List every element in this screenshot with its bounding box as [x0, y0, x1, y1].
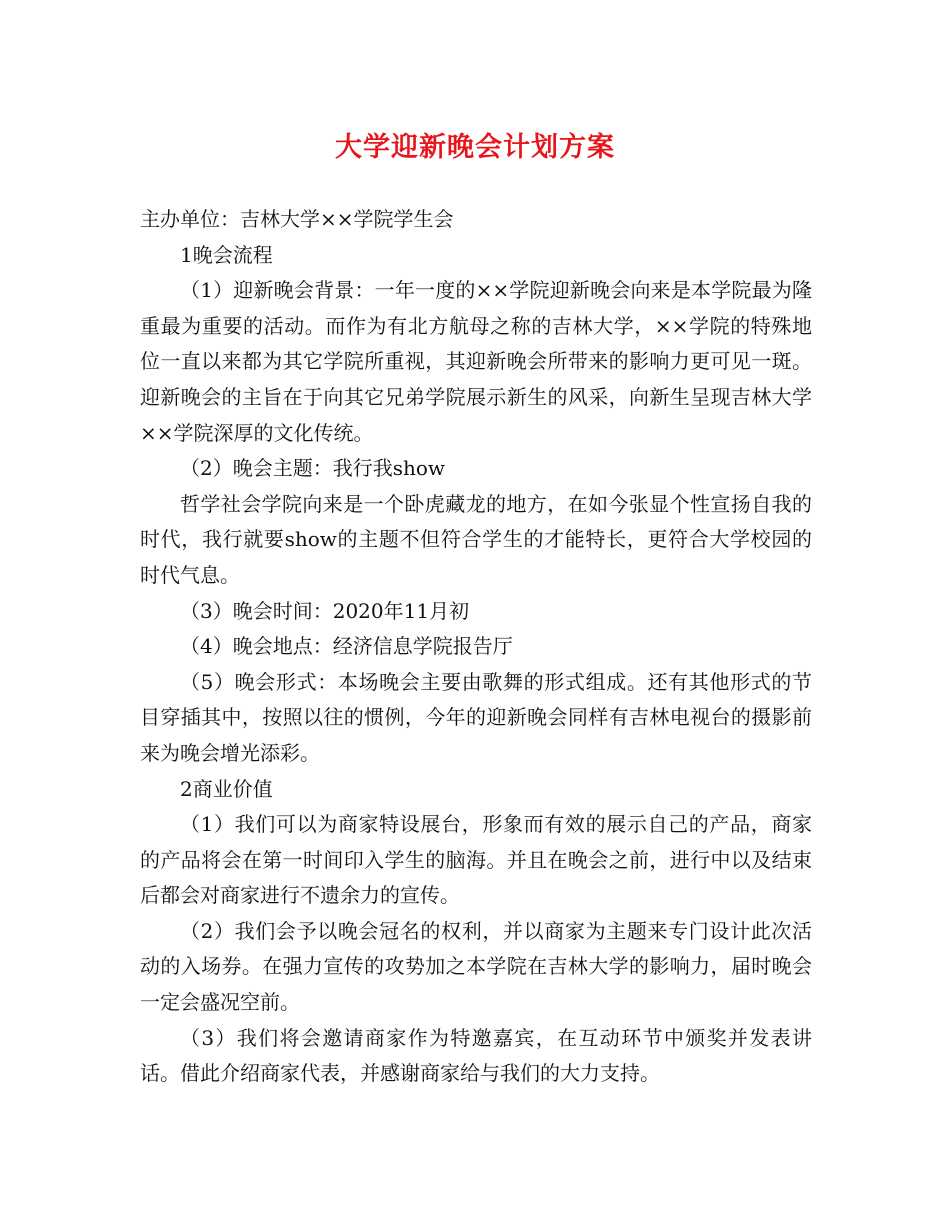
paragraph-time: （3）晚会时间：2020年11月初: [180, 598, 470, 623]
paragraph-value-3: （3）我们将会邀请商家作为特邀嘉宾，在互动环节中颁奖并发表讲话。借此介绍商家代表，并感谢商家给与我们的大力支持。: [140, 1025, 812, 1086]
paragraph-theme-detail: 哲学社会学院向来是一个卧虎藏龙的地方，在如今张显个性宣扬自我的时代，我行就要show的主题不但符合学生的才能特长，更符合大学校园的时代气息。: [140, 491, 812, 587]
paragraph-theme: （2）晚会主题：我行我show: [180, 456, 446, 481]
paragraph-value-2: （2）我们会予以晚会冠名的权利，并以商家为主题来专门设计此次活动的入场券。在强力宣传的攻势加之本学院在吉林大学的影响力，届时晚会一定会盛况空前。: [140, 918, 812, 1015]
paragraph-location: （4）晚会地点：经济信息学院报告厅: [180, 634, 513, 659]
paragraph-value-1: （1）我们可以为商家特设展台，形象而有效的展示自己的产品，商家的产品将会在第一时间印入学生的脑海。并且在晚会之前，进行中以及结束后都会对商家进行不遗余力的宣传。: [140, 812, 812, 908]
document-body: [140, 202, 812, 1092]
heading-commercial-value: 2商业价值: [180, 776, 273, 801]
paragraph-organizer: 主办单位：吉林大学××学院学生会: [140, 207, 454, 231]
document-title: 大学迎新晚会计划方案: [335, 132, 615, 163]
paragraph-background: （1）迎新晚会背景：一年一度的××学院迎新晚会向来是本学院最为隆重最为重要的活动。而作为有北方航母之称的吉林大学，××学院的特殊地位一直以来都为其它学院所重视，其迎新晚会所带来的影响力更可见一斑。迎新晚会的主旨在于向其它兄弟学院展示新生的风采，向新生呈现吉林大学××学院深厚的文化传统。: [140, 278, 812, 445]
heading-evening-process: 1晚会流程: [180, 242, 273, 267]
paragraph-format: （5）晚会形式：本场晚会主要由歌舞的形式组成。还有其他形式的节目穿插其中，按照以往的惯例，今年的迎新晚会同样有吉林电视台的摄影前来为晚会增光添彩。: [140, 669, 812, 765]
